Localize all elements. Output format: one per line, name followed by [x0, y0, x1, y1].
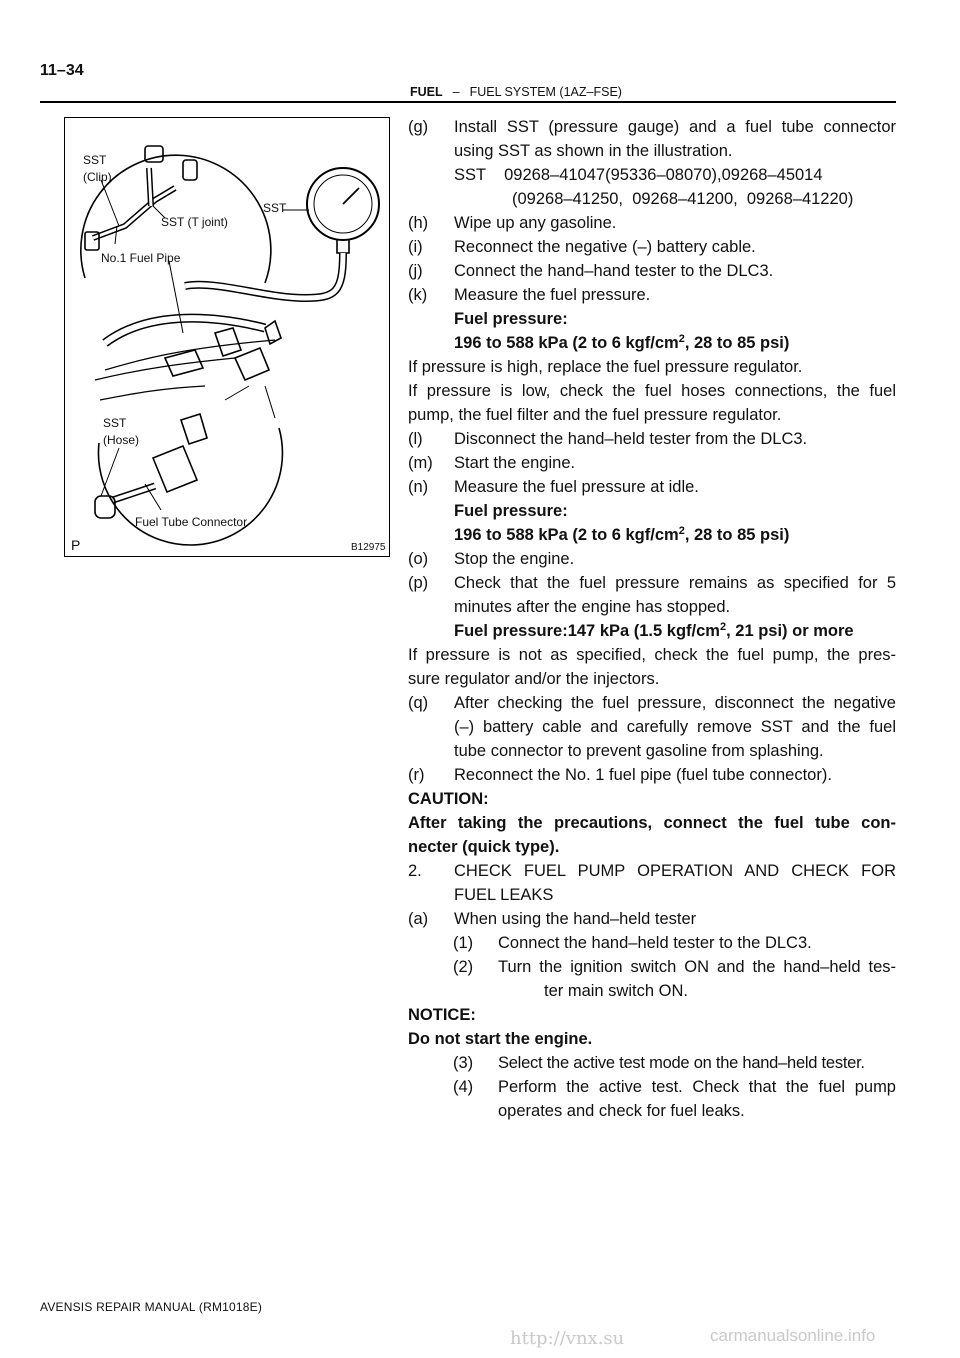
- step-label: (o): [408, 550, 429, 568]
- step-g-line4: [408, 187, 896, 211]
- section-2-line1: [408, 859, 896, 883]
- header-section: FUEL: [410, 85, 443, 99]
- connector-body-2: [235, 348, 269, 380]
- step-m: [408, 451, 896, 475]
- note-low-pressure-1: [408, 379, 896, 403]
- step-a: [408, 907, 896, 931]
- section-2-line2: [408, 883, 896, 907]
- notice-line: [408, 1027, 896, 1051]
- page-number: 11–34: [40, 62, 84, 79]
- header-separator: –: [452, 85, 460, 99]
- step-text: After checking the fuel pressure, disconnect the negative: [454, 694, 896, 712]
- note-text: If pressure is low, check the fuel hoses connections, the fuel: [408, 382, 896, 400]
- detail-hose-end: [95, 496, 115, 518]
- fuel-pressure-spec-2: [408, 523, 896, 547]
- step-text: Stop the engine.: [454, 550, 575, 568]
- substep-label: (2): [453, 958, 474, 976]
- substep-text: operates and check for fuel leaks.: [498, 1102, 745, 1120]
- label-sst-hose-1: SST: [103, 416, 127, 430]
- step-h: [408, 211, 896, 235]
- step-text: Connect the hand–hand tester to the DLC3.: [454, 262, 774, 280]
- engine-outline-1: [95, 358, 235, 380]
- substep-text: Select the active test mode on the hand–held tester.: [498, 1054, 865, 1072]
- step-text: Measure the fuel pressure at idle.: [454, 478, 699, 496]
- watermark-url[interactable]: http://vnx.su: [510, 1328, 625, 1349]
- step-label: (i): [408, 238, 423, 256]
- pressure-gauge-needle: [343, 188, 359, 204]
- fuel-pressure-spec-3: [408, 619, 896, 643]
- note-not-specified-1: [408, 643, 896, 667]
- detail-cap: [183, 160, 197, 180]
- spec-heading: Fuel pressure:: [454, 502, 568, 520]
- label-sst-t-joint: SST (T joint): [161, 215, 228, 229]
- substep-label: (4): [453, 1078, 474, 1096]
- label-fuel-tube-connector: Fuel Tube Connector: [135, 515, 248, 529]
- step-text: (–) battery cable and carefully remove SST and the fuel: [454, 718, 896, 736]
- step-q-line3: [408, 739, 896, 763]
- spec-value-part: , 28 to 85 psi): [684, 334, 790, 352]
- step-text: minutes after the engine has stopped.: [454, 598, 731, 616]
- note-text: If pressure is not as specified, check the fuel pump, the pres-: [408, 646, 896, 664]
- substep-2-line1: [408, 955, 896, 979]
- header-rule: [40, 101, 896, 103]
- spec-heading: Fuel pressure:: [454, 310, 568, 328]
- section-title: CHECK FUEL PUMP OPERATION AND CHECK FOR: [454, 862, 896, 880]
- leader-sst-hose: [101, 448, 119, 496]
- figure-code: B12975: [351, 542, 386, 553]
- watermark-site: carmanualsonline.info: [710, 1326, 876, 1345]
- step-label: (p): [408, 574, 429, 592]
- detail-hose-inner: [113, 486, 155, 500]
- substep-label: (3): [453, 1054, 474, 1072]
- step-text: When using the hand–held tester: [454, 910, 697, 928]
- leader-sst-clip: [101, 180, 119, 226]
- fuel-pressure-spec-1: [408, 331, 896, 355]
- step-label: (k): [408, 286, 428, 304]
- spec-value: [454, 331, 896, 355]
- step-text: Install SST (pressure gauge) and a fuel tube connector: [454, 118, 896, 136]
- notice-text: Do not start the engine.: [408, 1030, 593, 1048]
- substep-text: Turn the ignition switch ON and the hand–held tes-: [498, 958, 896, 976]
- note-low-pressure-2: [408, 403, 896, 427]
- note-text: If pressure is high, replace the fuel pressure regulator.: [408, 358, 803, 376]
- detail-connector-latch: [181, 414, 207, 444]
- notice-heading: [408, 1003, 896, 1027]
- label-sst-hose-2: (Hose): [103, 433, 140, 447]
- spec-superscript: 2: [719, 621, 727, 633]
- step-text: Wipe up any gasoline.: [454, 214, 617, 232]
- step-p-line2: [408, 595, 896, 619]
- section-title: FUEL LEAKS: [454, 886, 554, 904]
- caution-line2: [408, 835, 896, 859]
- step-text: tube connector to prevent gasoline from splashing.: [454, 742, 824, 760]
- substep-label: (1): [453, 934, 474, 952]
- illustration-figure: [64, 117, 390, 557]
- fuel-pressure-heading-1: [408, 307, 896, 331]
- connector-body-1: [215, 328, 241, 356]
- caution-title: CAUTION:: [408, 790, 489, 808]
- substep-4-line1: [408, 1075, 896, 1099]
- sst-part-numbers-cont: (09268–41250, 09268–41200, 09268–41220): [512, 190, 854, 208]
- substep-text: Connect the hand–held tester to the DLC3.: [498, 934, 812, 952]
- spec-value-part: , 21 psi) or more: [726, 622, 854, 640]
- running-header: [410, 85, 622, 99]
- procedure-text: [408, 115, 896, 1123]
- zoom-line-1: [225, 386, 249, 400]
- caution-line1: [408, 811, 896, 835]
- step-label: (r): [408, 766, 425, 784]
- header-subsection: FUEL SYSTEM (1AZ–FSE): [469, 85, 622, 99]
- footer-manual-title: AVENSIS REPAIR MANUAL (RM1018E): [40, 1300, 263, 1314]
- label-no1-fuel-pipe: No.1 Fuel Pipe: [101, 251, 181, 265]
- engine-outline-3: [105, 340, 275, 370]
- caution-heading: [408, 787, 896, 811]
- note-text: sure regulator and/or the injectors.: [408, 670, 660, 688]
- substep-4-line2: [408, 1099, 896, 1123]
- step-q-line2: [408, 715, 896, 739]
- step-l: [408, 427, 896, 451]
- substep-text: Perform the active test. Check that the fuel pump: [498, 1078, 896, 1096]
- step-label: (l): [408, 430, 423, 448]
- step-p-line1: [408, 571, 896, 595]
- step-j: [408, 259, 896, 283]
- step-text: using SST as shown in the illustration.: [454, 142, 733, 160]
- spec-value-part: 196 to 588 kPa (2 to 6 kgf/cm: [454, 526, 679, 544]
- step-label: (g): [408, 118, 429, 136]
- label-sst-clip-2: (Clip): [83, 170, 112, 184]
- substep-1: [408, 931, 896, 955]
- spec-value: [454, 619, 896, 643]
- note-text: pump, the fuel filter and the fuel pressure regulator.: [408, 406, 782, 424]
- step-label: (m): [408, 454, 433, 472]
- step-g-line3: [408, 163, 896, 187]
- spec-value-part: , 28 to 85 psi): [684, 526, 790, 544]
- note-high-pressure: [408, 355, 896, 379]
- step-label: (n): [408, 478, 429, 496]
- spec-value-part: Fuel pressure:147 kPa (1.5 kgf/cm: [454, 622, 720, 640]
- step-g-line2: [408, 139, 896, 163]
- step-k: [408, 283, 896, 307]
- step-text: Measure the fuel pressure.: [454, 286, 651, 304]
- step-text: Disconnect the hand–held tester from the DLC3.: [454, 430, 808, 448]
- step-text: Reconnect the negative (–) battery cable.: [454, 238, 756, 256]
- label-sst-clip-1: SST: [83, 153, 107, 167]
- label-sst-gauge: SST: [263, 201, 287, 215]
- step-text: Reconnect the No. 1 fuel pipe (fuel tube connector).: [454, 766, 832, 784]
- step-text: Check that the fuel pressure remains as specified for 5: [454, 574, 896, 592]
- step-label: (h): [408, 214, 429, 232]
- sst-part-numbers: SST 09268–41047(95336–08070),09268–45014: [454, 166, 823, 184]
- figure-corner-mark: P: [71, 537, 81, 553]
- fuel-pressure-heading-2: [408, 499, 896, 523]
- step-i: [408, 235, 896, 259]
- step-q-line1: [408, 691, 896, 715]
- step-text: Start the engine.: [454, 454, 576, 472]
- step-g-line1: [408, 115, 896, 139]
- step-o: [408, 547, 896, 571]
- caution-text: After taking the precautions, connect the fuel tube con-: [408, 814, 896, 832]
- caution-text: necter (quick type).: [408, 838, 560, 856]
- step-label: (q): [408, 694, 429, 712]
- pressure-gauge-fitting: [337, 240, 349, 253]
- fuel-gauge-illustration: [65, 118, 388, 555]
- note-not-specified-2: [408, 667, 896, 691]
- step-label: (a): [408, 910, 429, 928]
- detail-t-stem-inner: [149, 168, 151, 206]
- step-label: (j): [408, 262, 423, 280]
- spec-superscript: 2: [678, 525, 685, 537]
- substep-2-line2: [408, 979, 896, 1003]
- zoom-line-2: [265, 386, 275, 418]
- spec-value-part: 196 to 588 kPa (2 to 6 kgf/cm: [454, 334, 679, 352]
- section-number: 2.: [408, 862, 422, 880]
- engine-outline-2: [100, 386, 205, 400]
- detail-connector-body: [153, 446, 197, 492]
- spec-superscript: 2: [678, 333, 685, 345]
- substep-text: ter main switch ON.: [544, 982, 688, 1000]
- notice-title: NOTICE:: [408, 1006, 476, 1024]
- substep-3: [408, 1051, 896, 1075]
- gauge-hose-inner: [185, 253, 343, 298]
- spec-value: [454, 523, 896, 547]
- step-n: [408, 475, 896, 499]
- step-r: [408, 763, 896, 787]
